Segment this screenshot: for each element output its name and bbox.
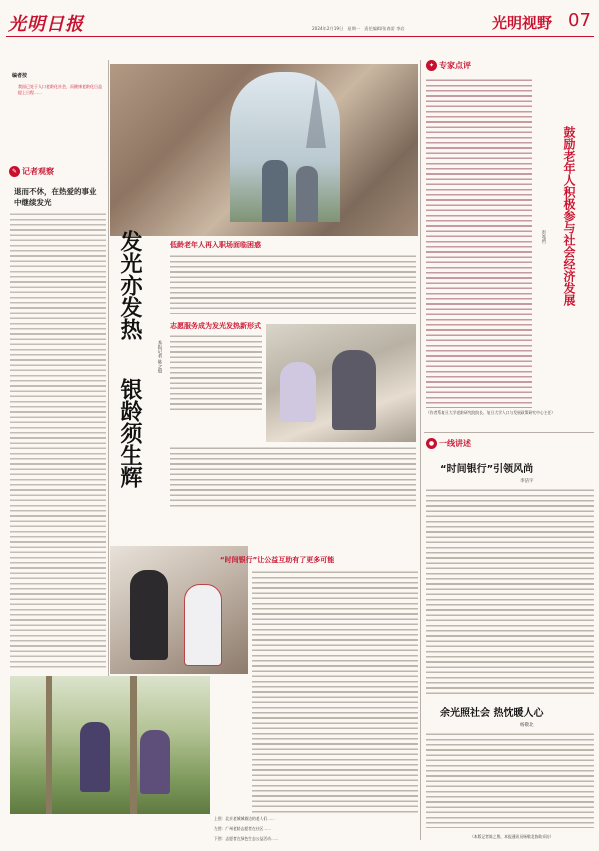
caption-2: 左图：广州老龄志愿者在社区…… [214,826,271,831]
body-text-block-1 [170,254,416,314]
volunteer-photo [266,324,416,442]
pylon [306,78,326,148]
main-title-1: 发光亦发热 [117,230,142,340]
wall-photo [110,64,418,236]
figure-d [140,730,170,794]
story1-title: “时间银行”引领风尚 [440,464,534,475]
story1-byline: 李洁宇 [520,479,534,484]
caption-1: 上图：北京老城城墙边的老人们…… [214,816,275,821]
speech-icon: ✦ [426,60,437,71]
section-title: 光明视野 [492,14,553,32]
mic-icon: ● [426,438,437,449]
figure-c [80,722,110,792]
story2-body [426,732,594,828]
child-figure [280,362,316,422]
main-title-2: 银龄须生辉 [117,378,142,488]
story2-title: 余光照社会 热忱暖人心 [440,708,544,719]
expert-author-note: （作者系复旦大学老龄研究院院长、复旦大学人口与发展政策研究中心主任） [426,410,556,415]
col-rule-1 [108,60,109,680]
subhead-1: 低龄老年人再入职场面临困惑 [170,241,261,249]
editor-note-label: 编者按 [12,73,28,79]
reporter-observation-tag: ✎ 记者观察 [9,166,54,177]
editor-note-text: 我国已处于人口老龄化社会，而健康老龄化日益提上日程…… [18,84,102,95]
caption-3: 下图：志愿者在绿色生态公益活动…… [214,836,279,841]
pen-icon: ✎ [9,166,20,177]
right-divider [424,432,594,433]
subhead-2: 志愿服务成为发光发热新形式 [170,322,261,330]
expert-comment-tag: ✦ 专家点评 [426,60,471,71]
col-rule-2 [420,60,421,840]
expert-title: 鼓励老年人积极参与社会经济发展 [562,126,576,306]
main-byline: 本报记者 陈之殷 [157,340,162,373]
masthead [6,8,594,36]
tree-2 [130,676,137,814]
expert-body [426,78,532,408]
left-body-text [10,212,106,670]
date-info: 2024年2月19日 星期一 责任编辑/张春雷 李岩 [312,26,405,31]
left-heading: 退而不休，在热爱的事业中继续发光 [14,187,97,207]
person-2 [296,166,318,222]
story2-byline: 杨敬北 [520,723,534,728]
page-footer-note: （本版记者陈之殷、本报通讯员杨敬北协助采访） [470,834,554,839]
editor-note-box [8,70,106,154]
subhead-3: “时间银行”让公益互助有了更多可能 [220,556,335,564]
page-number: 07 [568,10,591,31]
body-text-block-2 [170,334,262,412]
figure-a [130,570,168,660]
photo-lower-2 [10,676,210,814]
frontline-tag: ● 一线讲述 [426,438,471,449]
header-rule [6,36,594,37]
newspaper-logo: 光明日报 [8,14,84,35]
figure-b [184,584,222,666]
story1-body [426,488,594,694]
expert-author: 彭希哲 [541,230,546,244]
tree-1 [46,676,52,814]
elder-figure [332,350,376,430]
body-text-block-4 [252,570,418,814]
body-text-block-3 [170,446,416,510]
person-1 [262,160,288,222]
photo-lower-1 [110,546,248,674]
